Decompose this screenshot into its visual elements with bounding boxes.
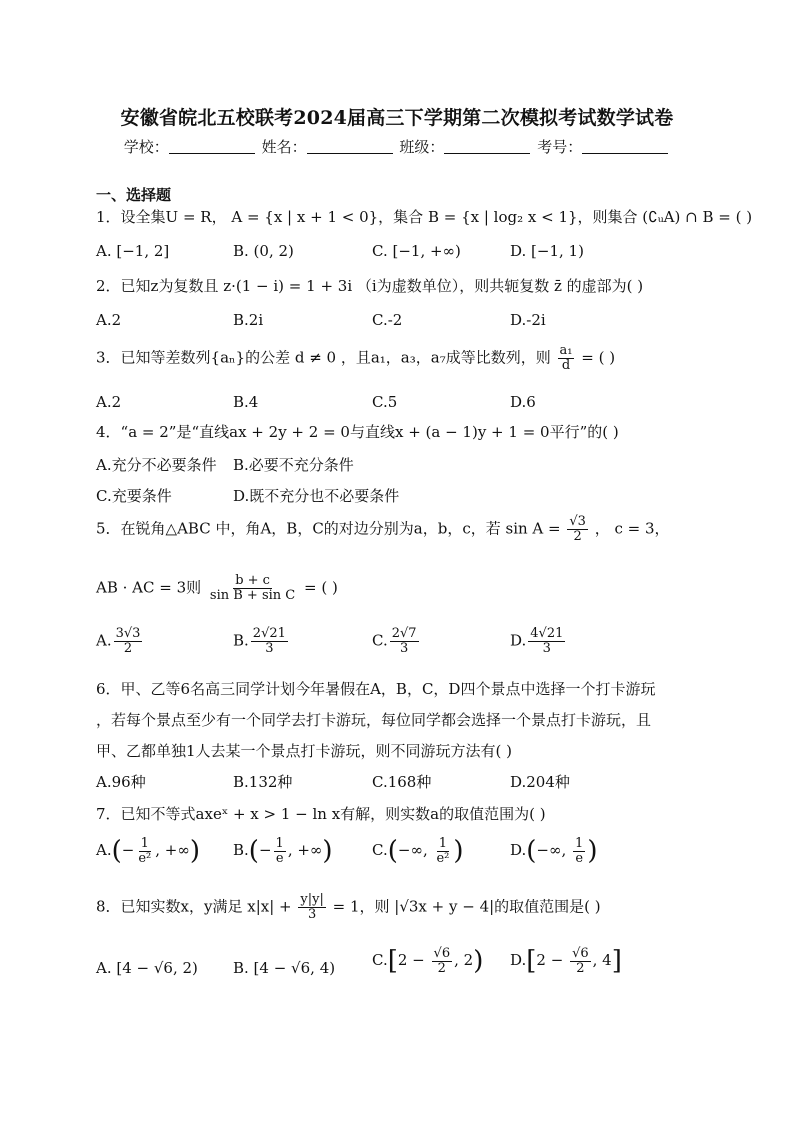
fraction-denominator: 3 [542,641,551,656]
option-text: −∞, [397,841,433,859]
option-fraction [274,837,286,866]
fraction-numerator: 2√7 [391,626,417,641]
fraction-numerator: a₁ [559,343,573,358]
question-3-stem [96,344,615,373]
question-5-stem [96,515,670,544]
question-5-vector-text: AB · AC = 3则 [96,578,202,597]
question-5-option-b[interactable] [233,627,290,656]
question-8-stem-end: = 1，则 |√3x + y − 4|的取值范围是( ) [332,897,601,916]
question-2-option-b[interactable]: B.2i [233,311,264,329]
question-5-stem-text: 5．在锐角△ABC 中，角A，B，C的对边分别为a，b，c，若 sin A = [96,519,561,538]
question-6-line-3: 甲、乙都单独1人去某一个景点打卡游玩，则不同游玩方法有( ) [96,742,513,760]
option-letter: B. [233,841,249,859]
class-label: 班级： [399,138,445,156]
question-7-option-b[interactable] [233,836,333,866]
question-8-option-b[interactable]: B. [4 − √6, 4) [233,959,336,977]
question-6-option-a[interactable]: A.96种 [96,773,146,791]
fraction-denominator: 3 [307,907,317,922]
question-5-line-2 [96,574,338,603]
question-7-stem: 7．已知不等式axeˣ + x > 1 − ln x有解，则实数a的取值范围为( ) [96,805,546,823]
question-6-option-c[interactable]: C.168种 [372,773,432,791]
right-bracket: ] [611,946,622,976]
fraction-denominator: e² [138,850,152,866]
question-3-option-d[interactable]: D.6 [510,393,536,411]
left-bracket: [ [526,946,537,976]
option-letter: A. [96,841,112,859]
question-6-option-d[interactable]: D.204种 [510,773,570,791]
option-letter: A. [96,631,112,650]
fraction-numerator: 4√21 [530,626,564,641]
option-text: , +∞ [287,841,323,859]
name-blank[interactable] [307,138,393,154]
option-fraction [528,627,565,656]
question-8-fraction [298,893,325,922]
option-letter: C. [372,631,388,650]
question-8-stem-text: 8．已知实数x，y满足 x|x| + [96,897,292,916]
right-paren: ) [322,836,333,866]
class-blank[interactable] [444,138,530,154]
option-text: − [121,841,135,859]
question-6-option-b[interactable]: B.132种 [233,773,293,791]
question-1-option-b[interactable]: B. (0, 2) [233,242,294,260]
option-fraction [432,947,453,976]
question-2-option-c[interactable]: C.-2 [372,311,403,329]
question-1-option-c[interactable]: C. [−1, +∞) [372,242,461,260]
option-fraction [573,837,585,866]
question-4-option-c[interactable]: C.充要条件 [96,487,172,505]
question-2-option-a[interactable]: A.2 [96,311,122,329]
option-text: −∞, [536,841,572,859]
question-1-option-a[interactable]: A. [−1, 2] [96,242,170,260]
option-fraction [136,837,153,866]
question-5-fraction-2 [208,574,297,603]
question-6-line-1: 6．甲、乙等6名高三同学计划今年暑假在A，B，C，D四个景点中选择一个打卡游玩 [96,680,656,698]
option-fraction [251,627,288,656]
school-blank[interactable] [169,138,255,154]
question-2-option-d[interactable]: D.-2i [510,311,546,329]
question-5-option-d[interactable] [510,627,567,656]
fraction-numerator: √6 [433,945,451,961]
option-text: , 2 [454,951,474,969]
question-1-option-d[interactable]: D. [−1, 1) [510,242,584,260]
question-3-option-c[interactable]: C.5 [372,393,398,411]
fraction-numerator: 1 [575,835,584,851]
left-paren: ( [387,836,398,866]
option-text: , 4 [592,951,612,969]
right-paren: ) [473,946,484,976]
question-8-option-d[interactable] [510,946,622,976]
fraction-denominator: d [561,358,571,373]
option-fraction [390,627,419,656]
option-fraction [434,837,451,866]
fraction-numerator: √6 [572,945,589,961]
question-4-option-d[interactable]: D.既不充分也不必要条件 [233,487,400,505]
fraction-denominator: 3 [265,641,274,656]
question-3-option-b[interactable]: B.4 [233,393,259,411]
right-paren: ) [453,836,464,866]
fraction-denominator: e [275,850,284,866]
page-title: 安徽省皖北五校联考2024届高三下学期第二次模拟考试数学试卷 [120,107,674,129]
fraction-numerator: 1 [140,835,149,851]
student-info-line [0,136,794,157]
fraction-denominator: 2 [437,960,446,976]
right-paren: ) [189,836,201,866]
option-letter: C. [372,841,388,859]
question-2-stem: 2．已知z为复数且 z·(1 − i) = 1 + 3i （i为虚数单位），则共轭复数 z̄ 的虚部为( ) [96,277,644,295]
fraction-numerator: 3√3 [115,626,141,641]
option-text: , +∞ [155,841,190,859]
section-heading: 一、选择题 [96,186,172,204]
number-blank[interactable] [582,138,668,154]
question-3-fraction [558,344,575,373]
fraction-numerator: y|y| [300,892,324,907]
left-paren: ( [526,836,537,866]
number-label: 考号： [537,138,583,156]
question-6-line-2: ，若每个景点至少有一个同学去打卡游玩，每位同学都会选择一个景点打卡游玩，且 [96,711,652,729]
option-letter: D. [510,951,527,969]
option-letter: D. [510,631,527,650]
fraction-denominator: e [575,850,584,866]
option-text: 2 − [536,951,569,969]
question-4-option-b[interactable]: B.必要不充分条件 [233,456,354,474]
option-fraction [570,947,591,976]
question-1-stem: 1．设全集U = R， A = {x | x + 1 < 0}，集合 B = {x | log₂ x < 1}，则集合 (∁ᵤA) ∩ B = ( ) [96,208,753,226]
fraction-denominator: e² [436,850,450,866]
fraction-numerator: b + c [235,573,270,588]
question-8-option-c[interactable] [372,946,483,976]
option-letter: C. [372,951,388,969]
question-3-stem-text: 3．已知等差数列{aₙ}的公差 d ≠ 0 ，且a₁，a₃，a₇成等比数列，则 [96,348,551,367]
left-bracket: [ [387,946,398,976]
left-paren: ( [248,836,259,866]
fraction-denominator: 2 [573,529,582,544]
right-paren: ) [587,836,598,866]
question-8-option-a[interactable]: A. [4 − √6, 2) [96,959,198,977]
school-label: 学校： [123,138,169,156]
fraction-denominator: 2 [576,960,585,976]
fraction-numerator: 2√21 [252,626,286,641]
left-paren: ( [111,836,122,866]
question-8-stem [96,893,601,922]
question-5-line-2-end: = ( ) [304,578,338,597]
fraction-numerator: 1 [275,835,284,851]
fraction-denominator: sin B + sin C [209,588,296,603]
option-fraction [114,627,143,656]
question-5-stem-end: ， c = 3， [594,519,670,538]
fraction-denominator: 3 [399,641,409,656]
question-5-option-c[interactable] [372,627,421,656]
fraction-numerator: 1 [438,835,448,851]
question-3-option-a[interactable]: A.2 [96,393,122,411]
question-5-option-a[interactable] [96,627,144,656]
question-4-stem: 4．“a = 2”是“直线ax + 2y + 2 = 0与直线x + (a − 1)y + 1 = 0平行”的( ) [96,423,619,441]
question-7-option-c[interactable] [372,836,464,866]
fraction-numerator: √3 [569,514,586,529]
name-label: 姓名： [261,138,307,156]
question-7-option-d[interactable] [510,836,597,866]
option-letter: B. [233,631,249,650]
question-5-fraction-1 [567,515,588,544]
question-3-stem-end: = ( ) [581,348,616,367]
option-text: 2 − [397,951,430,969]
question-7-option-a[interactable] [96,836,200,866]
question-4-option-a[interactable]: A.充分不必要条件 [96,456,217,474]
option-letter: D. [510,841,527,859]
option-text: − [258,841,272,859]
fraction-denominator: 2 [123,641,133,656]
